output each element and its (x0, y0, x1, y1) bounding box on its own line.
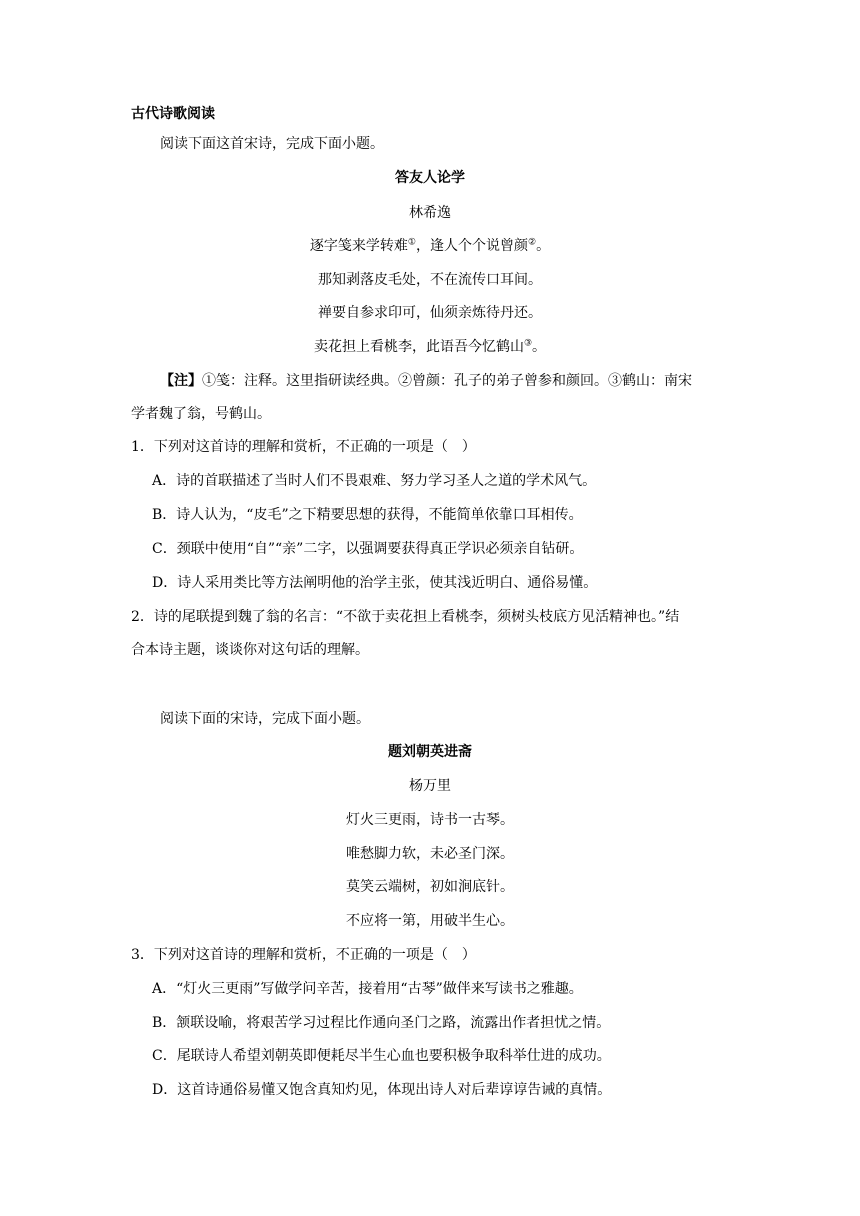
passage1-instruction: 阅读下面这首宋诗，完成下面小题。 (160, 136, 384, 152)
question-2-line2: 合本诗主题，谈谈你对这句话的理解。 (131, 642, 369, 658)
question-3-option-b: B．颔联设喻，将艰苦学习过程比作通向圣门之路，流露出作者担忧之情。 (152, 1015, 611, 1031)
question-1-option-b: B．诗人认为，“皮毛”之下精要思想的获得，不能简单依靠口耳相传。 (152, 507, 583, 523)
question-3-option-a: A．“灯火三更雨”写做学问辛苦，接着用“古琴”做伴来写读书之雅趣。 (152, 981, 583, 997)
poem1-line2: 那知剥落皮毛处，不在流传口耳间。 (318, 272, 542, 288)
poem1-line1-part-b: ，逢人个个说曾颜 (416, 238, 528, 254)
poem2-title: 题刘朝英进斋 (388, 744, 472, 760)
question-1-option-d: D．诗人采用类比等方法阐明他的治学主张，使其浅近明白、通俗易懂。 (152, 575, 598, 591)
note-text-line1: ①笺：注释。这里指研读经典。②曾颜：孔子的弟子曾参和颜回。③鹤山：南宋 (202, 373, 692, 389)
poem1-note (160, 371, 692, 391)
section-heading: 古代诗歌阅读 (131, 106, 215, 122)
note-text-line2: 学者魏了翁，号鹤山。 (131, 406, 271, 422)
question-1-option-c: C．颈联中使用“自”“亲”二字，以强调要获得真正学识必须亲自钻研。 (152, 541, 584, 557)
poem1-line4-part-a: 卖花担上看桃李，此语吾今忆鹤山 (313, 339, 524, 355)
passage2-instruction: 阅读下面的宋诗，完成下面小题。 (160, 711, 370, 727)
note-label: 【注】 (160, 373, 202, 389)
poem1-line4 (0, 337, 860, 357)
poem2-line1: 灯火三更雨，诗书一古琴。 (346, 812, 514, 828)
footnote-marker-3: ③ (523, 338, 533, 349)
question-3-option-d: D．这首诗通俗易懂又饱含真知灼见，体现出诗人对后辈谆谆告诫的真情。 (152, 1082, 612, 1098)
poem2-line3: 莫笑云端树，初如涧底针。 (346, 879, 514, 895)
question-3-option-c: C．尾联诗人希望刘朝英即便耗尽半生心血也要积极争取科举仕进的成功。 (152, 1048, 611, 1064)
poem2-line2: 唯愁脚力软，未必圣门深。 (346, 846, 514, 862)
poem2-author: 杨万里 (409, 778, 451, 794)
question-2-line1: 2．诗的尾联提到魏了翁的名言：“不欲于卖花担上看桃李，须树头枝底方见活精神也。”结 (131, 609, 680, 625)
poem1-line1 (0, 236, 860, 256)
poem1-title: 答友人论学 (395, 170, 465, 186)
question-1-stem: 1．下列对这首诗的理解和赏析，不正确的一项是（ ） (131, 439, 476, 455)
poem2-line4: 不应将一第，用破半生心。 (346, 913, 514, 929)
question-3-stem: 3．下列对这首诗的理解和赏析，不正确的一项是（ ） (131, 947, 476, 963)
question-1-option-a: A．诗的首联描述了当时人们不畏艰难、努力学习圣人之道的学术风气。 (152, 473, 597, 489)
poem1-line1-part-a: 逐字笺来学转难 (309, 238, 408, 254)
poem1-author: 林希逸 (409, 205, 451, 221)
footnote-marker-1: ① (407, 237, 416, 248)
poem1-line4-part-b: 。 (532, 339, 547, 355)
poem1-line3: 禅要自参求印可，仙须亲炼待丹还。 (318, 305, 542, 321)
poem1-line1-part-c: 。 (536, 238, 551, 254)
footnote-marker-2: ② (528, 237, 537, 248)
